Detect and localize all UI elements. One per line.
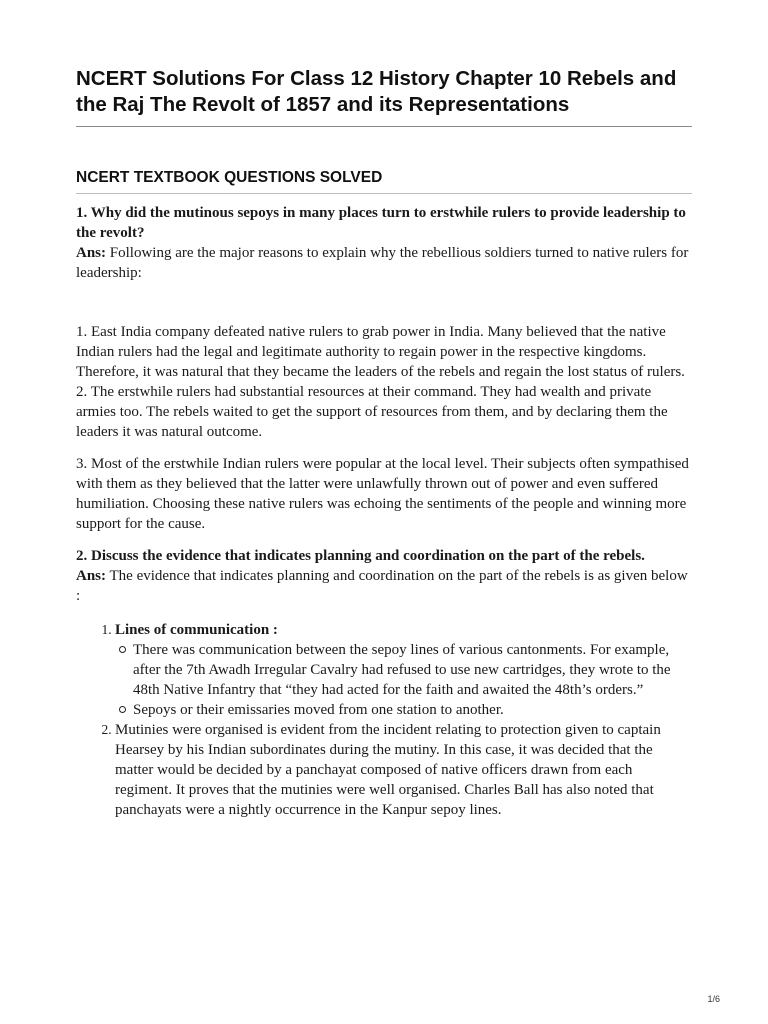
answer-2-text: The evidence that indicates planning and coordination on the part of the rebels is as given below : <box>76 568 688 604</box>
bullet-icon <box>119 646 126 653</box>
sub-list-item <box>133 640 692 700</box>
sub-list-item-text: There was communication between the sepoy lines of various cantonments. For example, after the 7th Awadh Irregular Cavalry had refused to use new cartridges, they wrote to the 48th Native Infantry that “they had acted for the faith and awaited the 48th’s orders.” <box>133 642 671 698</box>
answer-label: Ans: <box>76 568 107 584</box>
answer-1-point-1: 1. East India company defeated native rulers to grab power in India. Many believed that the native Indian rulers had the legal and legitimate authority to regain power in the respective kingdoms. Therefore, it was natural that they became the leaders of the rebels and regain the lost status of rulers. <box>76 324 685 380</box>
question-2-block <box>76 546 692 820</box>
page-number: 1/6 <box>707 994 720 1004</box>
answer-2-intro <box>76 566 692 606</box>
answer-1-text: Following are the major reasons to explain why the rebellious soldiers turned to native rulers for leadership: <box>76 245 689 281</box>
question-1-block <box>76 203 692 534</box>
question-2: 2. Discuss the evidence that indicates planning and coordination on the part of the rebels. <box>76 548 645 564</box>
evidence-list <box>76 620 692 820</box>
answer-1-point-2: 2. The erstwhile rulers had substantial resources at their command. They had wealth and private armies too. The rebels waited to get the support of resources from them, and by declaring them the leaders it was natural outcome. <box>76 384 668 440</box>
section-heading: NCERT TEXTBOOK QUESTIONS SOLVED <box>76 168 692 194</box>
list-item-text: Mutinies were organised is evident from the incident relating to protection given to captain Hearsey by his Indian subordinates during the mutiny. In this case, it was decided that the matter would be decided by a panchayat composed of native officers drawn from each regiment. It proves that the mutinies were well organised. Charles Ball has also noted that panchayats were a nightly occurrence in the Kanpur sepoy lines. <box>115 722 661 818</box>
list-item <box>115 720 692 820</box>
sub-list-item-text: Sepoys or their emissaries moved from one station to another. <box>133 702 504 718</box>
question-1: 1. Why did the mutinous sepoys in many places turn to erstwhile rulers to provide leadership to the revolt? <box>76 205 686 241</box>
document-page <box>76 66 692 820</box>
answer-label: Ans: <box>76 245 107 261</box>
list-item-heading: Lines of communication : <box>115 622 278 638</box>
list-item <box>115 620 692 720</box>
answer-1-intro <box>76 243 692 283</box>
answer-1-point-3: 3. Most of the erstwhile Indian rulers were popular at the local level. Their subjects often sympathised with them as they believed that the latter were unlawfully thrown out of power and even suffered humiliation. Choosing these native rulers was echoing the sentiments of the people and winning more support for the cause. <box>76 456 689 532</box>
page-title: NCERT Solutions For Class 12 History Chapter 10 Rebels and the Raj The Revolt of 1857 and its Representations <box>76 66 692 127</box>
sub-list <box>115 640 692 720</box>
sub-list-item <box>133 700 692 720</box>
bullet-icon <box>119 706 126 713</box>
